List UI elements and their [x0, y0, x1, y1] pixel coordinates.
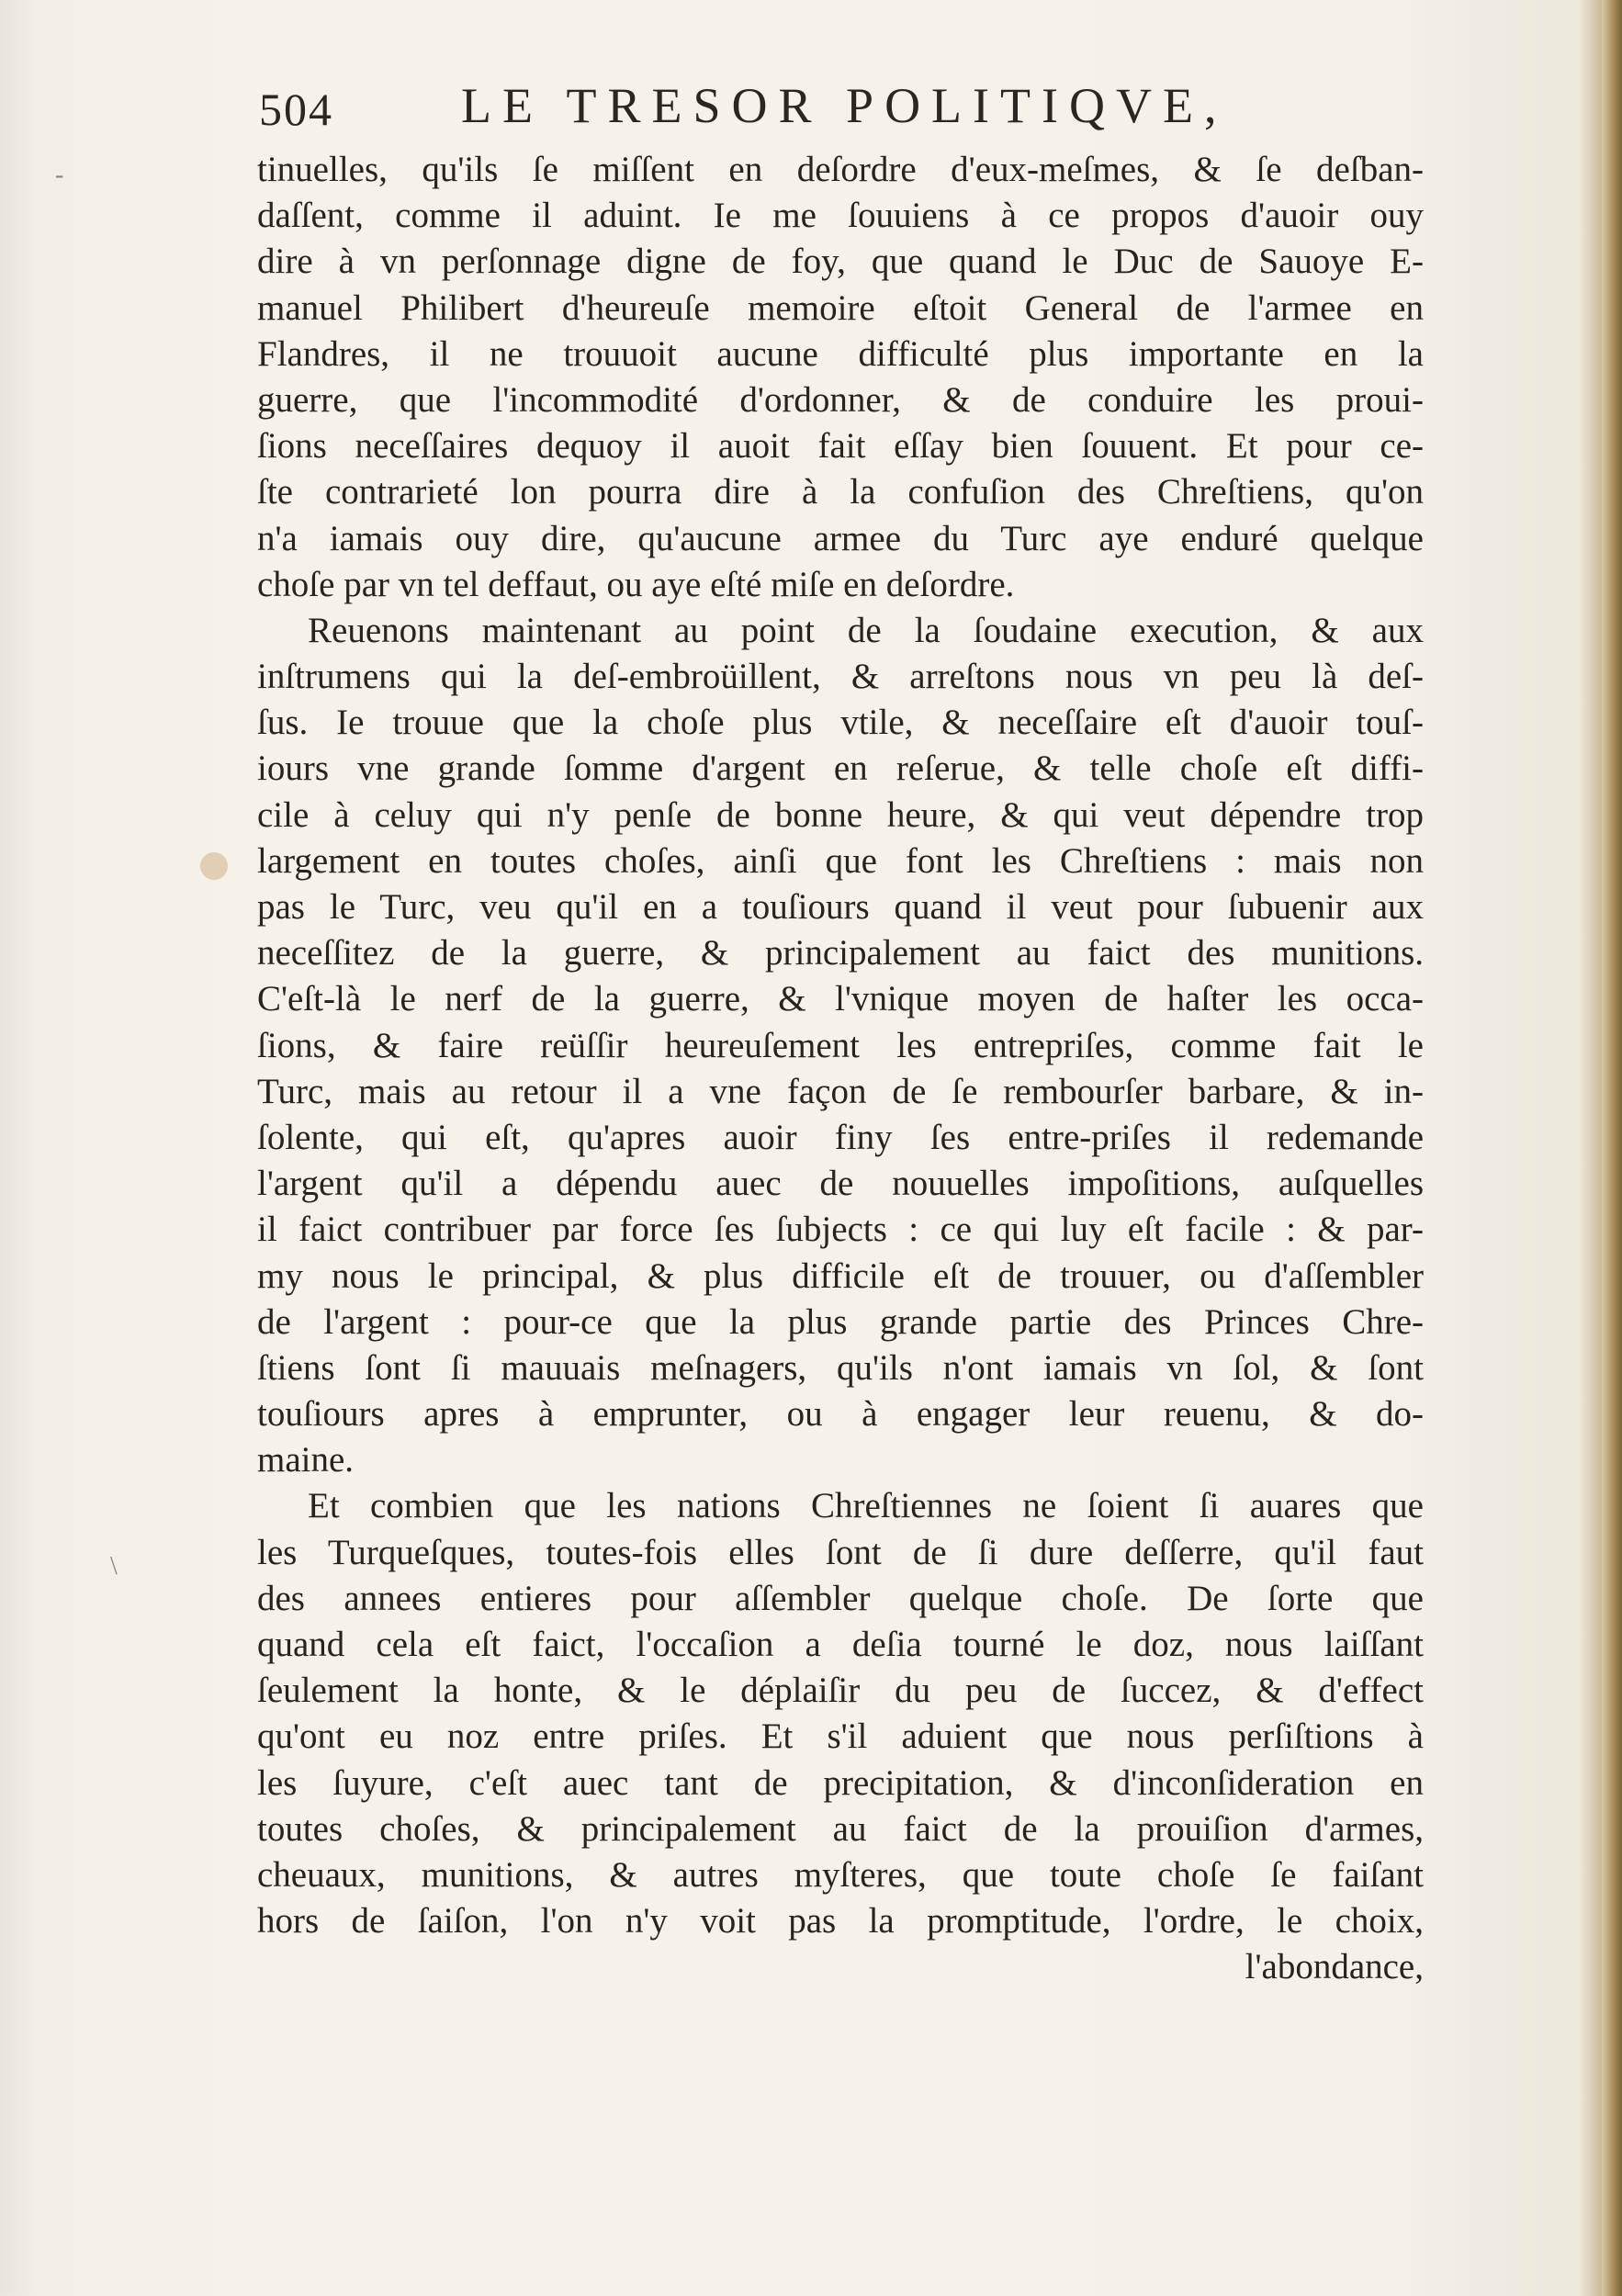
text-line: neceſſitez de la guerre, & principalement au faict des munitions. [257, 933, 1424, 974]
text-line: ſeulement la honte, & le déplaiſir du peu de ſuccez, & d'effect [257, 1671, 1424, 1711]
text-line: n'a iamais ouy dire, qu'aucune armee du Turc aye enduré quelque [257, 518, 1424, 558]
text-line: largement en toutes choſes, ainſi que font les Chreſtiens : mais non [257, 840, 1424, 881]
text-line: les ſuyure, c'eſt auec tant de precipitation, & d'inconſideration en [257, 1762, 1424, 1803]
text-line: toutes choſes, & principalement au faict de la prouiſion d'armes, [257, 1808, 1424, 1849]
margin-mark: - [55, 161, 64, 189]
text-line: daſſent, comme il aduint. Ie me ſouuiens à ce propos d'auoir ouy [257, 196, 1424, 236]
text-line: l'argent qu'il a dépendu auec de nouuelles impoſitions, auſquelles [257, 1164, 1424, 1204]
text-line: ſte contrarieté lon pourra dire à la confuſion des Chreſtiens, qu'on [257, 472, 1424, 512]
text-line: choſe par vn tel deffaut, ou aye eſté miſe en deſordre. [257, 564, 1015, 604]
text-line: dire à vn perſonnage digne de foy, que quand le Duc de Sauoye E- [257, 242, 1424, 282]
text-line: tinuelles, qu'ils ſe miſſent en deſordre d'eux-meſmes, & ſe deſban- [257, 150, 1424, 189]
text-line: ſions neceſſaires dequoy il auoit fait eſſay bien ſouuent. Et pour ce- [257, 426, 1424, 467]
text-line: ſus. Ie trouue que la choſe plus vtile, & neceſſaire eſt d'auoir touſ- [257, 703, 1424, 743]
text-line: maine. [257, 1440, 355, 1480]
page-edge-shadow [1602, 0, 1622, 2296]
text-line: cheuaux, munitions, & autres myſteres, que toute choſe ſe faiſant [257, 1854, 1424, 1895]
text-line: Turc, mais au retour il a vne façon de ſe rembourſer barbare, & in- [257, 1071, 1424, 1111]
text-line: qu'ont eu noz entre priſes. Et s'il aduient que nous perſiſtions à [257, 1716, 1424, 1757]
text-line: touſiours apres à emprunter, ou à engager leur reuenu, & do- [257, 1394, 1424, 1435]
text-line: Flandres, il ne trouuoit aucune difficulté plus importante en la [257, 333, 1424, 374]
text-line: manuel Philibert d'heureuſe memoire eſtoit General de l'armee en [257, 287, 1424, 328]
ink-stain [200, 852, 228, 880]
text-line: my nous le principal, & plus difficile eſt de trouuer, ou d'aſſembler [257, 1255, 1424, 1296]
text-line: des annees entieres pour aſſembler quelque choſe. De ſorte que [257, 1578, 1424, 1618]
text-line: C'eſt-là le nerf de la guerre, & l'vnique moyen de haſter les occa- [257, 979, 1424, 1019]
text-line: quand cela eſt faict, l'occaſion a deſia tourné le doz, nous laiſſant [257, 1625, 1424, 1664]
text-line: il faict contribuer par force ſes ſubjects : ce qui luy eſt facile : & par- [257, 1210, 1424, 1250]
text-line: Reuenons maintenant au point de la ſoudaine execution, & aux [308, 610, 1424, 650]
page-number: 504 [259, 84, 333, 135]
text-line: cile à celuy qui n'y penſe de bonne heure, & qui veut dépendre trop [257, 794, 1424, 835]
text-line: ſolente, qui eſt, qu'apres auoir finy ſes entre-priſes il redemande [257, 1117, 1424, 1157]
text-line: de l'argent : pour-ce que la plus grande partie des Princes Chre- [257, 1301, 1424, 1342]
text-line: pas le Turc, veu qu'il en a touſiours quand il veut pour ſubuenir aux [257, 887, 1424, 927]
text-line: guerre, que l'incommodité d'ordonner, & de conduire les proui- [257, 379, 1424, 420]
body-text [257, 147, 1424, 1991]
text-line: les Turqueſques, toutes-fois elles ſont de ſi dure deſſerre, qu'il faut [257, 1532, 1424, 1572]
text-line: ſions, & faire reüſſir heureuſement les entrepriſes, comme fait le [257, 1025, 1424, 1065]
text-line: Et combien que les nations Chreſtiennes ne ſoient ſi auares que [308, 1486, 1424, 1526]
text-line: hors de ſaiſon, l'on n'y voit pas la promptitude, l'ordre, le choix, [257, 1901, 1424, 1941]
catchword: l'abondance, [1245, 1947, 1424, 1987]
margin-mark: \ [110, 1552, 118, 1581]
text-line: inſtrumens qui la deſ-embroüillent, & arreſtons nous vn peu là deſ- [257, 657, 1424, 697]
text-line: ſtiens ſont ſi mauuais meſnagers, qu'ils n'ont iamais vn ſol, & ſont [257, 1347, 1424, 1388]
running-title: LE TRESOR POLITIQVE, [461, 78, 1228, 133]
page-header [259, 77, 1278, 141]
text-line: iours vne grande ſomme d'argent en reſerue, & telle choſe eſt diffi- [257, 748, 1424, 789]
